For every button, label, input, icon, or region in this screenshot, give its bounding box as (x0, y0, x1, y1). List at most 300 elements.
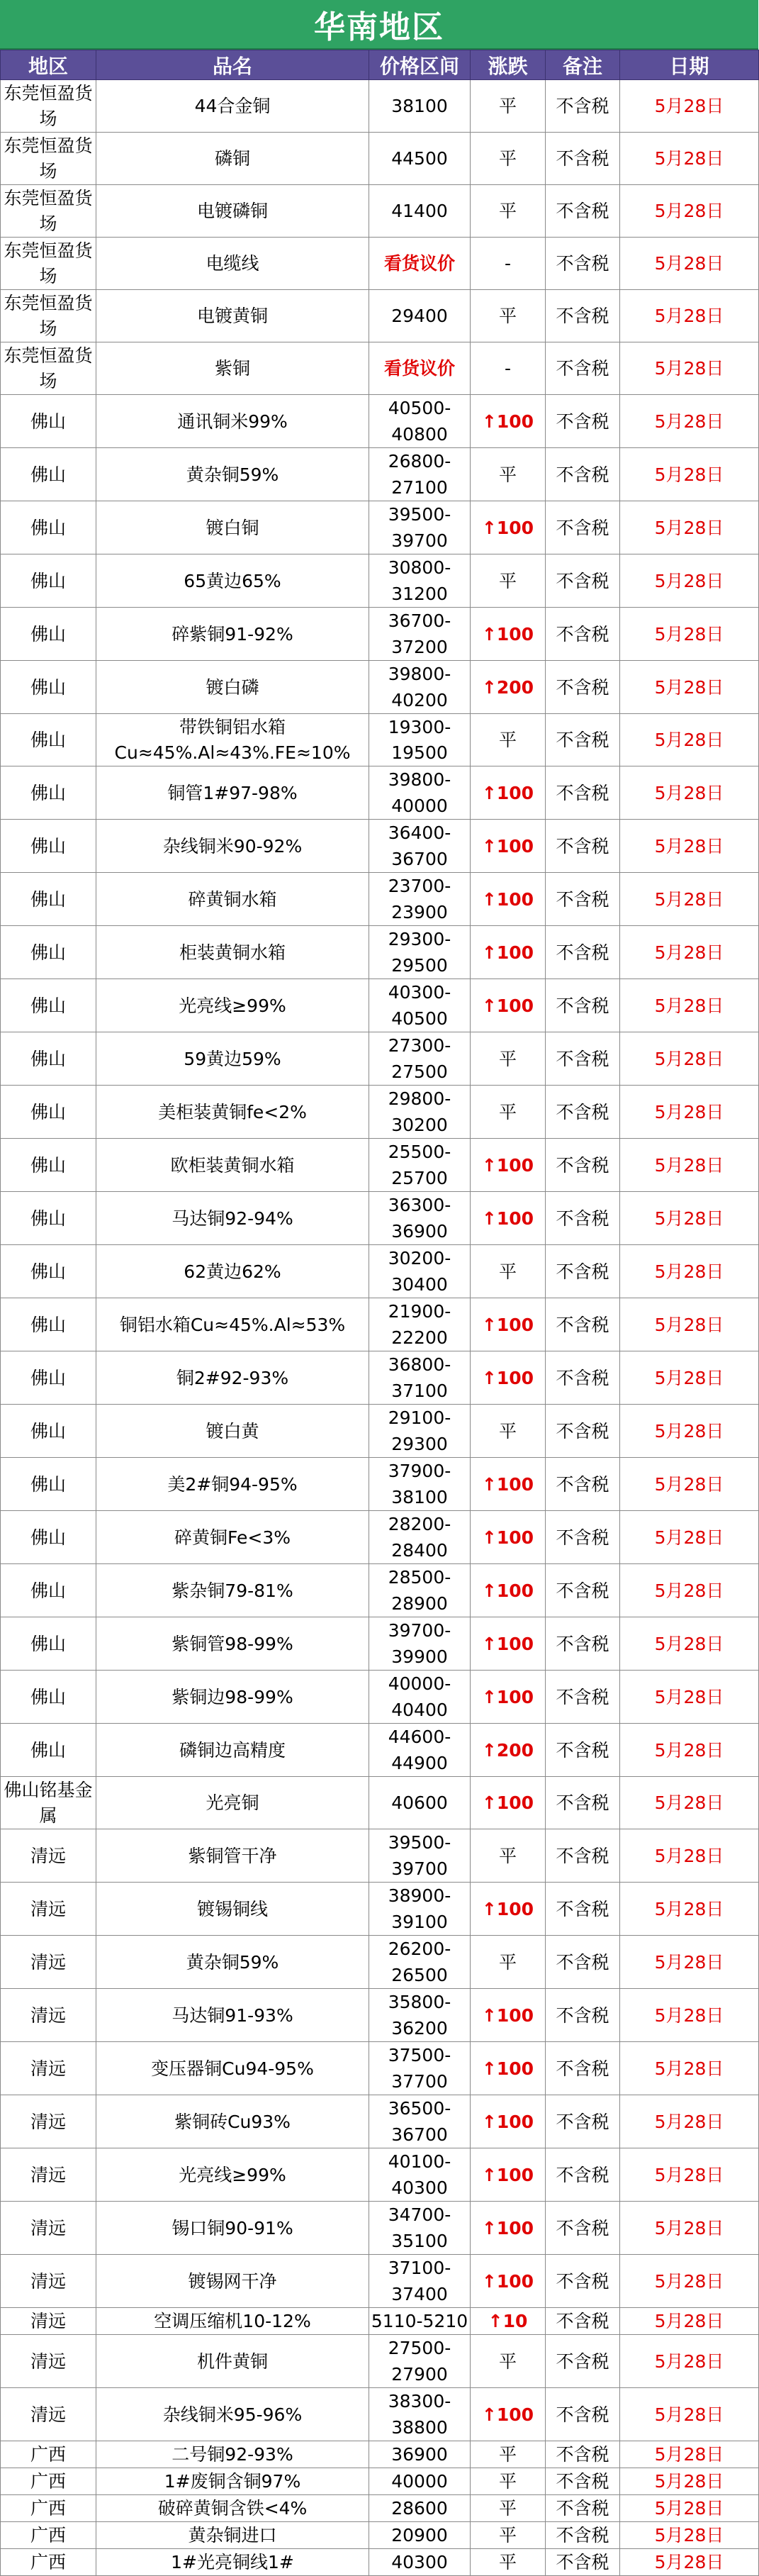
cell-change: 平 (471, 2468, 546, 2495)
cell-price: 19300-19500 (369, 714, 471, 766)
cell-date: 5月28日 (620, 2042, 759, 2095)
table-row (1, 1777, 759, 1829)
cell-change: ↑100 (471, 1883, 546, 1936)
cell-date: 5月28日 (620, 1936, 759, 1989)
cell-date: 5月28日 (620, 395, 759, 448)
cell-change: ↑100 (471, 2388, 546, 2441)
cell-price: 27500-27900 (369, 2335, 471, 2388)
cell-name: 美柜装黄铜fe<2% (96, 1086, 369, 1139)
cell-note: 不含税 (546, 1298, 620, 1351)
cell-region: 佛山 (1, 395, 96, 448)
table-row (1, 2549, 759, 2576)
cell-region: 佛山 (1, 1458, 96, 1511)
column-header-name: 品名 (96, 50, 369, 80)
cell-change: ↑200 (471, 1724, 546, 1777)
price-table (0, 50, 759, 2576)
cell-date: 5月28日 (620, 714, 759, 766)
cell-region: 清远 (1, 1989, 96, 2042)
cell-name: 破碎黄铜含铁<4% (96, 2495, 369, 2522)
cell-change: - (471, 238, 546, 290)
cell-price: 40300 (369, 2549, 471, 2576)
cell-price: 28500-28900 (369, 1564, 471, 1617)
cell-note: 不含税 (546, 1511, 620, 1564)
cell-note: 不含税 (546, 2522, 620, 2549)
table-row (1, 80, 759, 133)
cell-region: 佛山 (1, 608, 96, 661)
cell-region: 东莞恒盈货场 (1, 133, 96, 185)
cell-price: 21900-22200 (369, 1298, 471, 1351)
cell-date: 5月28日 (620, 608, 759, 661)
cell-note: 不含税 (546, 1989, 620, 2042)
cell-date: 5月28日 (620, 1829, 759, 1883)
cell-name: 磷铜 (96, 133, 369, 185)
cell-change: 平 (471, 1245, 546, 1298)
cell-note: 不含税 (546, 2495, 620, 2522)
column-header-date: 日期 (620, 50, 759, 80)
cell-region: 佛山 (1, 1671, 96, 1724)
cell-change: 平 (471, 2522, 546, 2549)
cell-name: 电缆线 (96, 238, 369, 290)
table-row (1, 342, 759, 395)
cell-note: 不含税 (546, 766, 620, 820)
cell-note: 不含税 (546, 2441, 620, 2468)
cell-note: 不含税 (546, 1032, 620, 1086)
cell-change: ↑100 (471, 1617, 546, 1671)
table-row (1, 1936, 759, 1989)
column-header-region: 地区 (1, 50, 96, 80)
cell-date: 5月28日 (620, 1245, 759, 1298)
cell-name: 铜管1#97-98% (96, 766, 369, 820)
cell-price: 37900-38100 (369, 1458, 471, 1511)
cell-note: 不含税 (546, 2549, 620, 2576)
table-row (1, 1724, 759, 1777)
cell-note: 不含税 (546, 2335, 620, 2388)
cell-note: 不含税 (546, 1936, 620, 1989)
cell-date: 5月28日 (620, 2495, 759, 2522)
cell-change: ↑100 (471, 2042, 546, 2095)
cell-note: 不含税 (546, 1829, 620, 1883)
table-row (1, 1086, 759, 1139)
cell-price: 35800-36200 (369, 1989, 471, 2042)
cell-date: 5月28日 (620, 979, 759, 1032)
cell-name: 黄杂铜59% (96, 448, 369, 501)
cell-note: 不含税 (546, 2042, 620, 2095)
cell-name: 紫铜 (96, 342, 369, 395)
cell-region: 清远 (1, 2388, 96, 2441)
cell-name: 杂线铜米90-92% (96, 820, 369, 873)
cell-name: 柜装黄铜水箱 (96, 926, 369, 979)
cell-region: 广西 (1, 2468, 96, 2495)
cell-name: 二号铜92-93% (96, 2441, 369, 2468)
cell-date: 5月28日 (620, 238, 759, 290)
table-row (1, 554, 759, 608)
cell-date: 5月28日 (620, 290, 759, 342)
cell-price: 29300-29500 (369, 926, 471, 979)
cell-date: 5月28日 (620, 2468, 759, 2495)
cell-date: 5月28日 (620, 448, 759, 501)
cell-region: 清远 (1, 1883, 96, 1936)
cell-change: ↑100 (471, 608, 546, 661)
cell-date: 5月28日 (620, 1724, 759, 1777)
table-row (1, 2335, 759, 2388)
cell-note: 不含税 (546, 395, 620, 448)
cell-change: 平 (471, 1086, 546, 1139)
cell-date: 5月28日 (620, 80, 759, 133)
cell-note: 不含税 (546, 133, 620, 185)
cell-change: 平 (471, 133, 546, 185)
cell-note: 不含税 (546, 1139, 620, 1192)
cell-change: 平 (471, 1405, 546, 1458)
cell-date: 5月28日 (620, 342, 759, 395)
cell-price: 29100-29300 (369, 1405, 471, 1458)
cell-name: 杂线铜米95-96% (96, 2388, 369, 2441)
cell-region: 广西 (1, 2549, 96, 2576)
cell-name: 锡口铜90-91% (96, 2202, 369, 2255)
cell-price: 37500-37700 (369, 2042, 471, 2095)
cell-region: 清远 (1, 1829, 96, 1883)
cell-region: 佛山 (1, 501, 96, 554)
cell-name: 紫铜管98-99% (96, 1617, 369, 1671)
cell-name: 62黄边62% (96, 1245, 369, 1298)
cell-note: 不含税 (546, 714, 620, 766)
cell-price: 40300-40500 (369, 979, 471, 1032)
table-row (1, 1564, 759, 1617)
table-row (1, 1405, 759, 1458)
cell-note: 不含税 (546, 1458, 620, 1511)
cell-price: 38900-39100 (369, 1883, 471, 1936)
cell-change: ↑100 (471, 1192, 546, 1245)
cell-region: 清远 (1, 2042, 96, 2095)
cell-date: 5月28日 (620, 2388, 759, 2441)
table-body (1, 80, 759, 2576)
table-row (1, 873, 759, 926)
cell-change: ↑100 (471, 1298, 546, 1351)
cell-name: 镀锡铜线 (96, 1883, 369, 1936)
table-row (1, 395, 759, 448)
cell-note: 不含税 (546, 2468, 620, 2495)
cell-date: 5月28日 (620, 2335, 759, 2388)
cell-change: 平 (471, 1032, 546, 1086)
cell-name: 带铁铜铝水箱Cu≈45%.Al≈43%.FE≈10% (96, 714, 369, 766)
cell-region: 佛山铭基金属 (1, 1777, 96, 1829)
cell-change: 平 (471, 448, 546, 501)
table-row (1, 1511, 759, 1564)
cell-change: ↑100 (471, 766, 546, 820)
cell-name: 电镀磷铜 (96, 185, 369, 238)
cell-region: 清远 (1, 2335, 96, 2388)
cell-note: 不含税 (546, 608, 620, 661)
cell-change: 平 (471, 80, 546, 133)
cell-price: 40000 (369, 2468, 471, 2495)
table-row (1, 501, 759, 554)
table-row (1, 608, 759, 661)
cell-region: 佛山 (1, 1139, 96, 1192)
cell-note: 不含税 (546, 1617, 620, 1671)
cell-date: 5月28日 (620, 185, 759, 238)
cell-price: 5110-5210 (369, 2308, 471, 2335)
cell-region: 佛山 (1, 1511, 96, 1564)
table-row (1, 714, 759, 766)
cell-date: 5月28日 (620, 1458, 759, 1511)
cell-name: 机件黄铜 (96, 2335, 369, 2388)
cell-name: 空调压缩机10-12% (96, 2308, 369, 2335)
cell-note: 不含税 (546, 554, 620, 608)
cell-date: 5月28日 (620, 873, 759, 926)
cell-date: 5月28日 (620, 1989, 759, 2042)
cell-name: 光亮铜 (96, 1777, 369, 1829)
header-row (1, 50, 759, 80)
cell-note: 不含税 (546, 290, 620, 342)
cell-date: 5月28日 (620, 2095, 759, 2148)
cell-date: 5月28日 (620, 1192, 759, 1245)
table-row (1, 1829, 759, 1883)
cell-note: 不含税 (546, 1671, 620, 1724)
cell-date: 5月28日 (620, 1511, 759, 1564)
cell-price: 39500-39700 (369, 501, 471, 554)
cell-region: 佛山 (1, 714, 96, 766)
cell-date: 5月28日 (620, 2148, 759, 2202)
table-row (1, 2148, 759, 2202)
cell-date: 5月28日 (620, 1139, 759, 1192)
cell-name: 1#光亮铜线1# (96, 2549, 369, 2576)
cell-region: 东莞恒盈货场 (1, 342, 96, 395)
cell-change: ↑100 (471, 2202, 546, 2255)
cell-region: 佛山 (1, 1564, 96, 1617)
cell-region: 佛山 (1, 1298, 96, 1351)
cell-name: 镀白磷 (96, 661, 369, 714)
cell-price: 25500-25700 (369, 1139, 471, 1192)
cell-price: 34700-35100 (369, 2202, 471, 2255)
cell-note: 不含税 (546, 1192, 620, 1245)
cell-change: - (471, 342, 546, 395)
column-header-note: 备注 (546, 50, 620, 80)
cell-date: 5月28日 (620, 820, 759, 873)
cell-price: 29400 (369, 290, 471, 342)
cell-note: 不含税 (546, 1086, 620, 1139)
cell-note: 不含税 (546, 1777, 620, 1829)
cell-note: 不含税 (546, 2388, 620, 2441)
cell-region: 佛山 (1, 661, 96, 714)
cell-note: 不含税 (546, 2202, 620, 2255)
cell-region: 佛山 (1, 1245, 96, 1298)
cell-note: 不含税 (546, 1405, 620, 1458)
cell-name: 磷铜边高精度 (96, 1724, 369, 1777)
column-header-price: 价格区间 (369, 50, 471, 80)
cell-note: 不含税 (546, 926, 620, 979)
table-row (1, 2388, 759, 2441)
cell-name: 碎黄铜Fe<3% (96, 1511, 369, 1564)
cell-change: ↑100 (471, 2095, 546, 2148)
cell-name: 欧柜装黄铜水箱 (96, 1139, 369, 1192)
cell-date: 5月28日 (620, 1298, 759, 1351)
cell-region: 广西 (1, 2495, 96, 2522)
cell-region: 清远 (1, 1936, 96, 1989)
cell-name: 镀锡网干净 (96, 2255, 369, 2308)
cell-date: 5月28日 (620, 133, 759, 185)
cell-region: 东莞恒盈货场 (1, 238, 96, 290)
cell-date: 5月28日 (620, 2549, 759, 2576)
cell-name: 马达铜91-93% (96, 1989, 369, 2042)
table-row (1, 1617, 759, 1671)
cell-note: 不含税 (546, 2255, 620, 2308)
cell-price: 20900 (369, 2522, 471, 2549)
cell-name: 铜2#92-93% (96, 1351, 369, 1405)
table-row (1, 1883, 759, 1936)
cell-price: 27300-27500 (369, 1032, 471, 1086)
cell-price: 40100-40300 (369, 2148, 471, 2202)
table-row (1, 661, 759, 714)
cell-price: 看货议价 (369, 342, 471, 395)
cell-date: 5月28日 (620, 1564, 759, 1617)
cell-change: 平 (471, 185, 546, 238)
cell-change: ↑100 (471, 873, 546, 926)
cell-change: ↑10 (471, 2308, 546, 2335)
cell-region: 清远 (1, 2255, 96, 2308)
table-row (1, 290, 759, 342)
cell-date: 5月28日 (620, 1617, 759, 1671)
table-row (1, 133, 759, 185)
cell-date: 5月28日 (620, 926, 759, 979)
cell-name: 马达铜92-94% (96, 1192, 369, 1245)
table-row (1, 1989, 759, 2042)
cell-region: 佛山 (1, 554, 96, 608)
table-row (1, 1032, 759, 1086)
table-row (1, 1245, 759, 1298)
cell-name: 59黄边59% (96, 1032, 369, 1086)
cell-note: 不含税 (546, 185, 620, 238)
cell-change: 平 (471, 2495, 546, 2522)
cell-date: 5月28日 (620, 1777, 759, 1829)
page-title: 华南地区 (0, 0, 758, 50)
cell-region: 清远 (1, 2202, 96, 2255)
cell-note: 不含税 (546, 80, 620, 133)
cell-note: 不含税 (546, 342, 620, 395)
cell-region: 东莞恒盈货场 (1, 290, 96, 342)
cell-change: ↑100 (471, 2148, 546, 2202)
cell-change: ↑100 (471, 1671, 546, 1724)
cell-change: 平 (471, 2335, 546, 2388)
table-row (1, 2042, 759, 2095)
cell-change: ↑100 (471, 1139, 546, 1192)
cell-note: 不含税 (546, 820, 620, 873)
table-row (1, 766, 759, 820)
cell-date: 5月28日 (620, 554, 759, 608)
cell-note: 不含税 (546, 2095, 620, 2148)
table-row (1, 238, 759, 290)
cell-region: 东莞恒盈货场 (1, 80, 96, 133)
cell-date: 5月28日 (620, 501, 759, 554)
cell-region: 佛山 (1, 1086, 96, 1139)
cell-price: 30800-31200 (369, 554, 471, 608)
cell-region: 佛山 (1, 1405, 96, 1458)
cell-region: 清远 (1, 2148, 96, 2202)
cell-date: 5月28日 (620, 2441, 759, 2468)
cell-region: 佛山 (1, 1617, 96, 1671)
cell-name: 紫铜管干净 (96, 1829, 369, 1883)
cell-name: 碎黄铜水箱 (96, 873, 369, 926)
cell-name: 紫杂铜79-81% (96, 1564, 369, 1617)
cell-price: 41400 (369, 185, 471, 238)
cell-region: 佛山 (1, 820, 96, 873)
cell-note: 不含税 (546, 1351, 620, 1405)
cell-change: ↑100 (471, 2255, 546, 2308)
cell-name: 铜铝水箱Cu≈45%.Al≈53% (96, 1298, 369, 1351)
cell-name: 光亮线≥99% (96, 2148, 369, 2202)
cell-note: 不含税 (546, 238, 620, 290)
cell-price: 23700-23900 (369, 873, 471, 926)
cell-price: 38300-38800 (369, 2388, 471, 2441)
cell-date: 5月28日 (620, 766, 759, 820)
table-row (1, 979, 759, 1032)
cell-change: 平 (471, 1829, 546, 1883)
cell-date: 5月28日 (620, 661, 759, 714)
cell-price: 36400-36700 (369, 820, 471, 873)
cell-note: 不含税 (546, 873, 620, 926)
cell-price: 29800-30200 (369, 1086, 471, 1139)
table-row (1, 2468, 759, 2495)
cell-note: 不含税 (546, 661, 620, 714)
cell-change: 平 (471, 2549, 546, 2576)
cell-region: 佛山 (1, 873, 96, 926)
cell-price: 40600 (369, 1777, 471, 1829)
cell-note: 不含税 (546, 2308, 620, 2335)
cell-price: 39800-40200 (369, 661, 471, 714)
cell-name: 44合金铜 (96, 80, 369, 133)
cell-change: ↑100 (471, 395, 546, 448)
table-row (1, 2255, 759, 2308)
cell-region: 清远 (1, 2308, 96, 2335)
cell-price: 39500-39700 (369, 1829, 471, 1883)
cell-change: ↑100 (471, 1564, 546, 1617)
cell-name: 65黄边65% (96, 554, 369, 608)
cell-name: 美2#铜94-95% (96, 1458, 369, 1511)
cell-change: ↑100 (471, 1777, 546, 1829)
table-row (1, 2495, 759, 2522)
cell-change: 平 (471, 554, 546, 608)
table-row (1, 1139, 759, 1192)
table-row (1, 2202, 759, 2255)
cell-region: 佛山 (1, 1724, 96, 1777)
cell-region: 佛山 (1, 926, 96, 979)
cell-note: 不含税 (546, 1245, 620, 1298)
cell-region: 佛山 (1, 979, 96, 1032)
cell-name: 光亮线≥99% (96, 979, 369, 1032)
cell-name: 碎紫铜91-92% (96, 608, 369, 661)
cell-region: 佛山 (1, 1032, 96, 1086)
cell-change: ↑100 (471, 1351, 546, 1405)
table-row (1, 1671, 759, 1724)
cell-price: 26200-26500 (369, 1936, 471, 1989)
cell-date: 5月28日 (620, 1032, 759, 1086)
cell-price: 39800-40000 (369, 766, 471, 820)
cell-name: 1#废铜含铜97% (96, 2468, 369, 2495)
cell-price: 37100-37400 (369, 2255, 471, 2308)
cell-date: 5月28日 (620, 2202, 759, 2255)
cell-date: 5月28日 (620, 2255, 759, 2308)
cell-price: 44600-44900 (369, 1724, 471, 1777)
cell-name: 电镀黄铜 (96, 290, 369, 342)
cell-change: ↑100 (471, 820, 546, 873)
cell-price: 44500 (369, 133, 471, 185)
cell-price: 30200-30400 (369, 1245, 471, 1298)
cell-price: 38100 (369, 80, 471, 133)
cell-price: 36800-37100 (369, 1351, 471, 1405)
cell-note: 不含税 (546, 501, 620, 554)
cell-name: 变压器铜Cu94-95% (96, 2042, 369, 2095)
cell-name: 紫铜砖Cu93% (96, 2095, 369, 2148)
cell-name: 紫铜边98-99% (96, 1671, 369, 1724)
cell-region: 广西 (1, 2441, 96, 2468)
